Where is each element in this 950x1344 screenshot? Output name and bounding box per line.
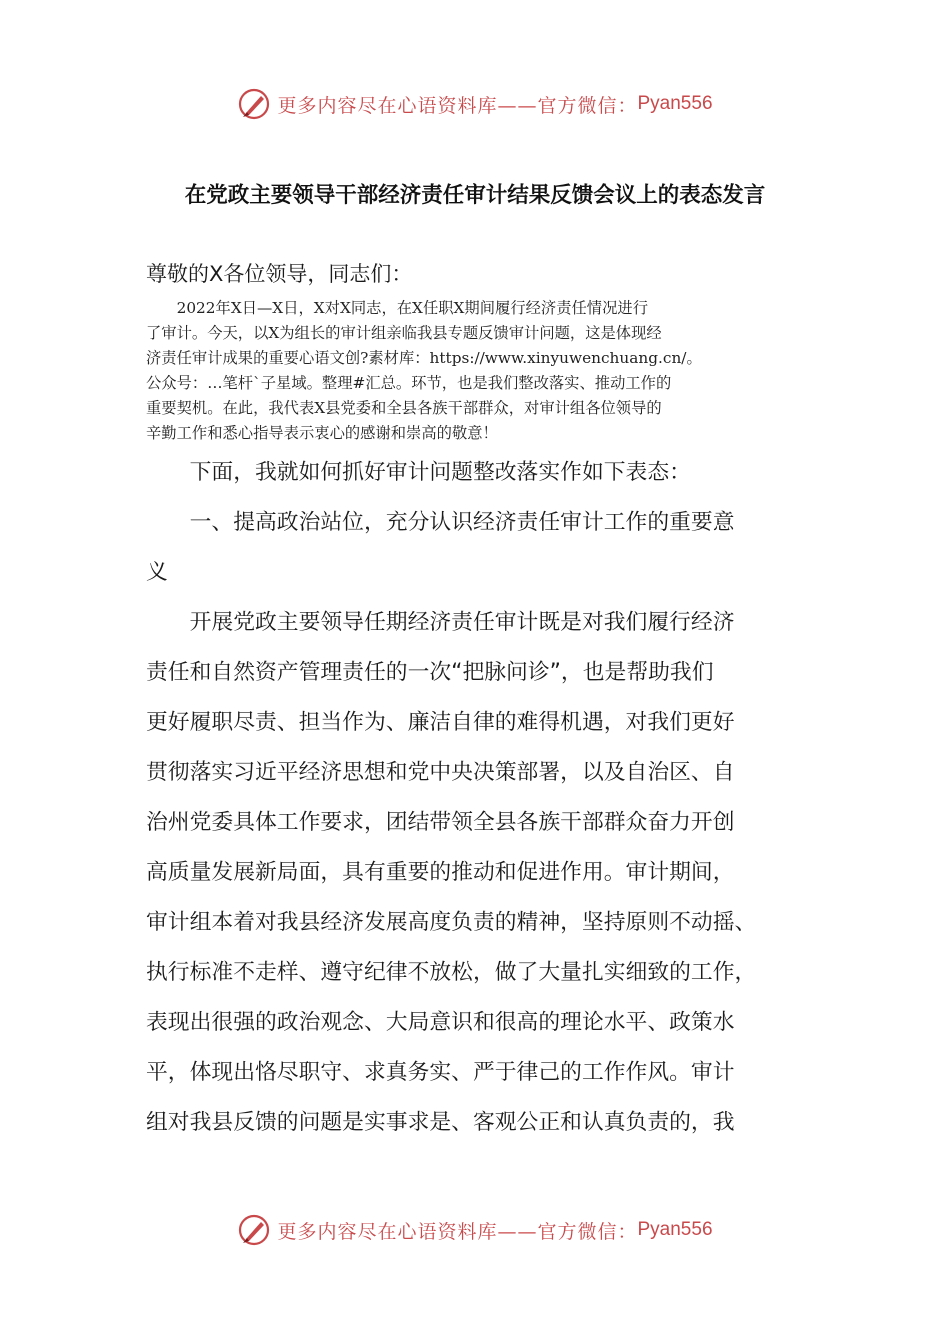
body-line: 更好履职尽责、担当作为、廉洁自律的难得机遇，对我们更好 xyxy=(146,710,735,735)
banner-wechat-id: Pyan556 xyxy=(637,1219,713,1240)
pen-logo-icon xyxy=(237,87,271,121)
body-line: 审计组本着对我县经济发展高度负责的精神，坚持原则不动摇、 xyxy=(146,910,757,935)
salutation: 尊敬的X各位领导，同志们： xyxy=(146,262,413,286)
intro-line: 2022年X日—X日，X对X同志，在X任职X期间履行经济责任情况进行 xyxy=(146,299,648,317)
footer-banner xyxy=(0,1210,950,1250)
body-line: 下面，我就如何抓好审计问题整改落实作如下表态： xyxy=(146,460,691,485)
body-line: 开展党政主要领导任期经济责任审计既是对我们履行经济 xyxy=(146,610,735,635)
intro-line: 公众号：…笔杆`子星域。整理#汇总。环节，也是我们整改落实、推动工作的 xyxy=(146,374,672,392)
intro-line: 济责任审计成果的重要心语文创?素材库：https://www.xinyuwenchuang.cn/。 xyxy=(146,349,702,367)
intro-line: 辛勤工作和悉心指导表示衷心的感谢和崇高的敬意！ xyxy=(146,424,498,442)
body-line: 治州党委具体工作要求，团结带领全县各族干部群众奋力开创 xyxy=(146,810,735,835)
document-title: 在党政主要领导干部经济责任审计结果反馈会议上的表态发言 xyxy=(184,183,766,208)
intro-paragraph xyxy=(146,296,806,446)
intro-line: 重要契机。在此，我代表X县党委和全县各族干部群众，对审计组各位领导的 xyxy=(146,399,662,417)
body-line: 组对我县反馈的问题是实事求是、客观公正和认真负责的，我 xyxy=(146,1110,735,1135)
banner-wechat-id: Pyan556 xyxy=(637,93,713,114)
body-line: 执行标准不走样、遵守纪律不放松，做了大量扎实细致的工作， xyxy=(146,960,757,985)
section-heading: 一、提高政治站位，充分认识经济责任审计工作的重要意 xyxy=(146,510,735,535)
body-line: 高质量发展新局面，具有重要的推动和促进作用。审计期间， xyxy=(146,860,735,885)
intro-line: 了审计。今天，以X为组长的审计组亲临我县专题反馈审计问题，这是体现经 xyxy=(146,324,662,342)
section-heading-cont: 义 xyxy=(146,560,168,585)
body-line: 贯彻落实习近平经济思想和党中央决策部署，以及自治区、自 xyxy=(146,760,735,785)
body-line: 平，体现出恪尽职守、求真务实、严于律己的工作作风。审计 xyxy=(146,1060,735,1085)
banner-text: 更多内容尽在心语资料库——官方微信： xyxy=(277,94,638,117)
body-line: 表现出很强的政治观念、大局意识和很高的理论水平、政策水 xyxy=(146,1010,735,1035)
body-line: 责任和自然资产管理责任的一次“把脉问诊”，也是帮助我们 xyxy=(146,660,714,685)
banner-text: 更多内容尽在心语资料库——官方微信： xyxy=(277,1220,638,1243)
header-banner xyxy=(0,84,950,124)
pen-logo-icon xyxy=(237,1213,271,1247)
